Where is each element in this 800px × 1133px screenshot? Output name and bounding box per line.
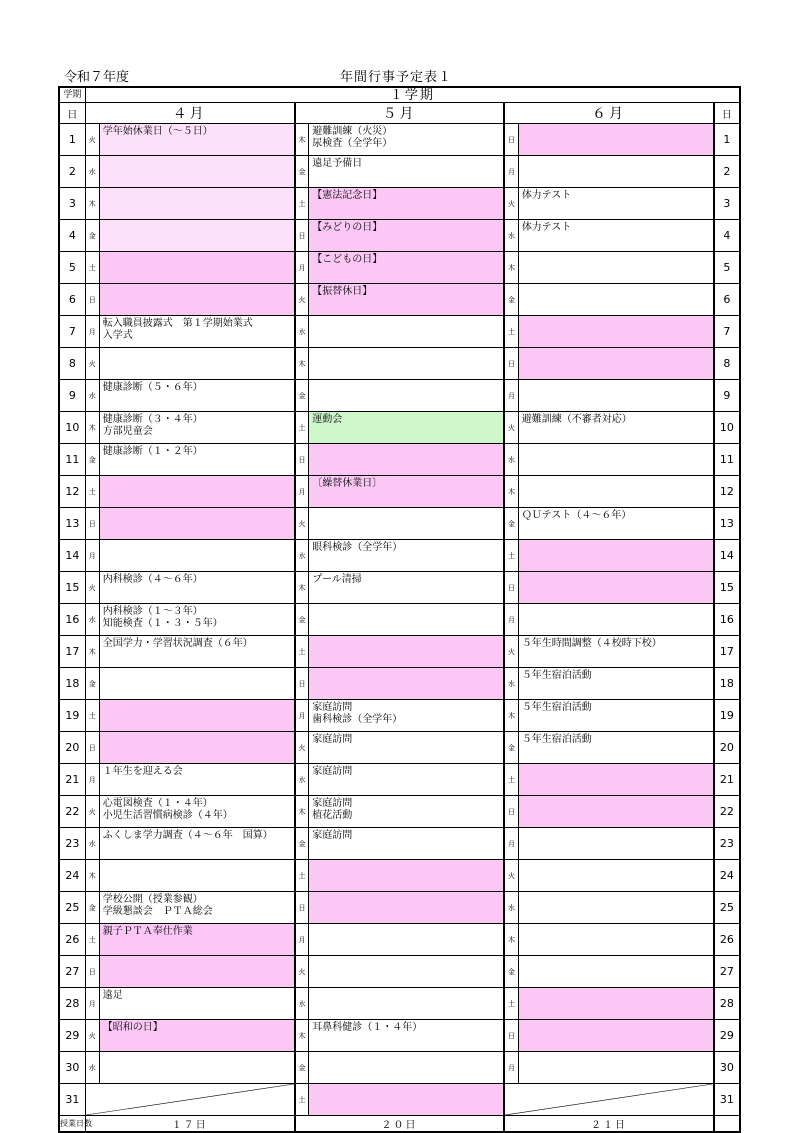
day-number: 19 [59, 700, 85, 732]
weekday-cell: 土 [295, 1084, 309, 1116]
weekday-cell: 月 [504, 1052, 518, 1084]
weekday-cell: 土 [504, 540, 518, 572]
weekday-cell: 月 [85, 540, 99, 572]
day-number: 3 [59, 188, 85, 220]
day-number: 5 [714, 252, 740, 284]
event-cell: ５年生宿泊活動 [518, 700, 713, 732]
weekday-cell: 水 [85, 156, 99, 188]
day-number: 4 [714, 220, 740, 252]
weekday-cell: 土 [504, 764, 518, 796]
event-cell: 【こどもの日】 [309, 252, 504, 284]
event-cell: ふくしま学力調査（４～６年 国算） [99, 828, 294, 860]
day-row [59, 412, 740, 444]
event-cell [99, 348, 294, 380]
day-number: 15 [714, 572, 740, 604]
event-cell: 家庭訪問 [309, 764, 504, 796]
event-cell [518, 284, 713, 316]
annual-schedule-table [58, 86, 741, 1133]
weekday-cell: 土 [85, 700, 99, 732]
day-number: 8 [59, 348, 85, 380]
day-number: 9 [714, 380, 740, 412]
event-cell: 家庭訪問 植花活動 [309, 796, 504, 828]
weekday-cell: 日 [504, 348, 518, 380]
weekday-cell: 水 [504, 220, 518, 252]
event-cell [309, 380, 504, 412]
event-cell [518, 156, 713, 188]
event-cell [518, 1052, 713, 1084]
day-number: 3 [714, 188, 740, 220]
event-cell [309, 636, 504, 668]
weekday-cell: 金 [504, 284, 518, 316]
weekday-cell: 火 [295, 508, 309, 540]
weekday-cell: 金 [504, 956, 518, 988]
event-cell [518, 380, 713, 412]
event-cell: ５年生時間調整（４校時下校） [518, 636, 713, 668]
event-cell: 〔繰替休業日〕 [309, 476, 504, 508]
day-number: 20 [714, 732, 740, 764]
event-cell [99, 956, 294, 988]
event-cell [518, 924, 713, 956]
event-cell [99, 220, 294, 252]
day-number: 6 [59, 284, 85, 316]
event-cell [309, 508, 504, 540]
day-number: 28 [714, 988, 740, 1020]
month-header-april: ４月 [85, 103, 295, 124]
day-row [59, 924, 740, 956]
month-header-june: ６月 [504, 103, 714, 124]
event-cell: 内科検診（４～６年） [99, 572, 294, 604]
weekday-cell: 日 [295, 892, 309, 924]
weekday-cell: 金 [504, 508, 518, 540]
day-row [59, 220, 740, 252]
day-number: 14 [714, 540, 740, 572]
day-row [59, 860, 740, 892]
month-header-row [59, 103, 740, 124]
weekday-cell: 木 [85, 636, 99, 668]
day-number: 11 [714, 444, 740, 476]
day-row [59, 1020, 740, 1052]
day-number: 25 [59, 892, 85, 924]
weekday-cell: 月 [504, 604, 518, 636]
day-number: 22 [714, 796, 740, 828]
day-number: 21 [714, 764, 740, 796]
event-cell: 体力テスト [518, 188, 713, 220]
weekday-cell: 金 [295, 828, 309, 860]
class-days-value: ２０日 [295, 1116, 505, 1133]
weekday-cell: 火 [504, 636, 518, 668]
day-number: 17 [59, 636, 85, 668]
day-row [59, 604, 740, 636]
weekday-cell: 金 [85, 668, 99, 700]
weekday-cell: 火 [295, 732, 309, 764]
weekday-cell: 日 [504, 572, 518, 604]
weekday-cell: 火 [85, 796, 99, 828]
event-cell: 【昭和の日】 [99, 1020, 294, 1052]
day-row [59, 764, 740, 796]
weekday-cell: 木 [295, 1020, 309, 1052]
weekday-cell: 火 [504, 188, 518, 220]
day-number: 4 [59, 220, 85, 252]
day-number: 6 [714, 284, 740, 316]
day-number: 12 [714, 476, 740, 508]
weekday-cell: 日 [504, 1020, 518, 1052]
event-cell [518, 572, 713, 604]
day-number: 22 [59, 796, 85, 828]
weekday-cell: 金 [85, 892, 99, 924]
weekday-cell: 日 [295, 668, 309, 700]
day-number: 19 [714, 700, 740, 732]
event-cell: 【振替休日】 [309, 284, 504, 316]
weekday-cell: 木 [504, 924, 518, 956]
weekday-cell: 月 [295, 252, 309, 284]
weekday-cell: 月 [504, 156, 518, 188]
term-row [59, 87, 740, 103]
weekday-cell: 火 [295, 956, 309, 988]
weekday-cell: 月 [85, 988, 99, 1020]
weekday-cell: 火 [85, 572, 99, 604]
weekday-cell: 月 [504, 828, 518, 860]
event-cell: 全国学力・学習状況調査（６年） [99, 636, 294, 668]
weekday-cell: 日 [85, 508, 99, 540]
day-number: 10 [59, 412, 85, 444]
day-number: 2 [59, 156, 85, 188]
weekday-cell: 水 [504, 444, 518, 476]
weekday-cell: 日 [295, 220, 309, 252]
day-number: 12 [59, 476, 85, 508]
day-number: 17 [714, 636, 740, 668]
day-row [59, 508, 740, 540]
term-label: 学期 [59, 87, 85, 103]
weekday-cell: 土 [295, 860, 309, 892]
day-row [59, 124, 740, 156]
weekday-cell: 土 [85, 924, 99, 956]
day-number: 14 [59, 540, 85, 572]
event-cell [518, 828, 713, 860]
event-cell: 内科検診（１～３年） 知能検査（１・３・５年） [99, 604, 294, 636]
weekday-cell: 日 [85, 732, 99, 764]
weekday-cell: 土 [295, 188, 309, 220]
weekday-cell: 水 [504, 668, 518, 700]
event-cell [99, 732, 294, 764]
event-cell: 家庭訪問 [309, 828, 504, 860]
day-number: 9 [59, 380, 85, 412]
day-number: 29 [714, 1020, 740, 1052]
day-number: 10 [714, 412, 740, 444]
weekday-cell: 水 [295, 764, 309, 796]
day-row [59, 700, 740, 732]
event-cell: 家庭訪問 歯科検診（全学年） [309, 700, 504, 732]
weekday-cell: 火 [85, 348, 99, 380]
event-cell [309, 892, 504, 924]
weekday-cell: 日 [504, 796, 518, 828]
day-number: 2 [714, 156, 740, 188]
day-number: 16 [59, 604, 85, 636]
day-number: 13 [59, 508, 85, 540]
term-name: １学期 [85, 87, 740, 103]
event-cell [518, 316, 713, 348]
weekday-cell: 土 [85, 476, 99, 508]
day-number: 7 [59, 316, 85, 348]
event-cell [518, 540, 713, 572]
event-cell [309, 924, 504, 956]
event-cell: 耳鼻科健診（１・４年） [309, 1020, 504, 1052]
day-header-left: 日 [59, 103, 85, 124]
weekday-cell: 火 [85, 124, 99, 156]
event-cell [99, 252, 294, 284]
weekday-cell: 金 [295, 156, 309, 188]
weekday-cell: 日 [504, 124, 518, 156]
event-cell [518, 252, 713, 284]
day-number: 7 [714, 316, 740, 348]
day-number: 20 [59, 732, 85, 764]
event-cell: 転入職員披露式 第１学期始業式 入学式 [99, 316, 294, 348]
day-row [59, 316, 740, 348]
weekday-cell: 水 [295, 316, 309, 348]
event-cell: 健康診断（１・２年） [99, 444, 294, 476]
weekday-cell: 日 [85, 284, 99, 316]
day-row [59, 1052, 740, 1084]
weekday-cell: 金 [85, 444, 99, 476]
day-row [59, 732, 740, 764]
event-cell [518, 988, 713, 1020]
day-number: 27 [714, 956, 740, 988]
event-cell [518, 444, 713, 476]
weekday-cell: 水 [295, 540, 309, 572]
day-number: 24 [59, 860, 85, 892]
nonexistent-day-cell [504, 1084, 714, 1116]
day-number: 23 [714, 828, 740, 860]
class-days-row [59, 1116, 740, 1133]
fiscal-year-label: 令和７年度 [64, 70, 130, 85]
day-number: 16 [714, 604, 740, 636]
event-cell [99, 700, 294, 732]
day-row [59, 636, 740, 668]
event-cell [309, 668, 504, 700]
event-cell: 学年始休業日（～５日） [99, 124, 294, 156]
weekday-cell: 土 [504, 988, 518, 1020]
event-cell: 家庭訪問 [309, 732, 504, 764]
event-cell: 健康診断（３・４年） 方部児童会 [99, 412, 294, 444]
event-cell [518, 764, 713, 796]
weekday-cell: 木 [504, 252, 518, 284]
day-number: 21 [59, 764, 85, 796]
event-cell: 健康診断（５・６年） [99, 380, 294, 412]
event-cell [99, 860, 294, 892]
day-number: 26 [59, 924, 85, 956]
document-title: 年間行事予定表１ [340, 70, 453, 85]
event-cell [309, 348, 504, 380]
day-row [59, 988, 740, 1020]
weekday-cell: 土 [295, 412, 309, 444]
weekday-cell: 火 [85, 1020, 99, 1052]
event-cell: 学校公開（授業参観） 学級懇談会 ＰＴＡ総会 [99, 892, 294, 924]
event-cell [518, 860, 713, 892]
day-number: 1 [59, 124, 85, 156]
class-days-value: ２１日 [504, 1116, 714, 1133]
event-cell [309, 988, 504, 1020]
event-cell: ５年生宿泊活動 [518, 668, 713, 700]
day-number: 30 [714, 1052, 740, 1084]
event-cell [309, 1084, 504, 1116]
event-cell: 【みどりの日】 [309, 220, 504, 252]
day-number: 8 [714, 348, 740, 380]
event-cell: 心電図検査（１・４年） 小児生活習慣病検診（４年） [99, 796, 294, 828]
weekday-cell: 火 [504, 412, 518, 444]
event-cell [518, 796, 713, 828]
weekday-cell: 水 [85, 828, 99, 860]
weekday-cell: 木 [504, 700, 518, 732]
weekday-cell: 水 [85, 380, 99, 412]
event-cell: ５年生宿泊活動 [518, 732, 713, 764]
weekday-cell: 水 [85, 1052, 99, 1084]
day-number: 11 [59, 444, 85, 476]
event-cell: １年生を迎える会 [99, 764, 294, 796]
weekday-cell: 木 [504, 476, 518, 508]
day-row [59, 540, 740, 572]
event-cell [99, 668, 294, 700]
weekday-cell: 木 [85, 412, 99, 444]
event-cell [518, 892, 713, 924]
weekday-cell: 月 [295, 476, 309, 508]
day-number: 18 [714, 668, 740, 700]
event-cell [518, 1020, 713, 1052]
event-cell [518, 604, 713, 636]
weekday-cell: 月 [85, 764, 99, 796]
day-row [59, 1084, 740, 1116]
day-number: 31 [714, 1084, 740, 1116]
weekday-cell: 月 [295, 700, 309, 732]
weekday-cell: 金 [85, 220, 99, 252]
day-number: 28 [59, 988, 85, 1020]
day-number: 27 [59, 956, 85, 988]
day-number: 5 [59, 252, 85, 284]
day-row [59, 828, 740, 860]
event-cell [518, 124, 713, 156]
day-row [59, 348, 740, 380]
event-cell [309, 1052, 504, 1084]
event-cell: 体力テスト [518, 220, 713, 252]
event-cell: 遠足 [99, 988, 294, 1020]
event-cell [99, 188, 294, 220]
weekday-cell: 木 [85, 188, 99, 220]
footer-empty-cell [714, 1116, 740, 1133]
event-cell: 【憲法記念日】 [309, 188, 504, 220]
nonexistent-day-cell [85, 1084, 295, 1116]
day-row [59, 572, 740, 604]
weekday-cell: 日 [295, 444, 309, 476]
event-cell [518, 956, 713, 988]
weekday-cell: 金 [295, 1052, 309, 1084]
event-cell [309, 316, 504, 348]
day-row [59, 284, 740, 316]
day-number: 31 [59, 1084, 85, 1116]
day-row [59, 380, 740, 412]
weekday-cell: 木 [295, 796, 309, 828]
weekday-cell: 金 [504, 732, 518, 764]
day-row [59, 892, 740, 924]
weekday-cell: 月 [504, 380, 518, 412]
day-number: 30 [59, 1052, 85, 1084]
day-header-right: 日 [714, 103, 740, 124]
day-row [59, 476, 740, 508]
weekday-cell: 水 [85, 604, 99, 636]
weekday-cell: 月 [85, 316, 99, 348]
day-number: 18 [59, 668, 85, 700]
event-cell [309, 860, 504, 892]
event-cell: 遠足予備日 [309, 156, 504, 188]
event-cell [518, 348, 713, 380]
event-cell: プール清掃 [309, 572, 504, 604]
event-cell [99, 476, 294, 508]
weekday-cell: 水 [504, 892, 518, 924]
day-row [59, 156, 740, 188]
weekday-cell: 日 [85, 956, 99, 988]
weekday-cell: 火 [504, 860, 518, 892]
event-cell: 避難訓練（不審者対応） [518, 412, 713, 444]
event-cell [309, 444, 504, 476]
event-cell: 避難訓練（火災） 尿検査（全学年） [309, 124, 504, 156]
day-number: 29 [59, 1020, 85, 1052]
day-row [59, 252, 740, 284]
day-row [59, 444, 740, 476]
day-row [59, 668, 740, 700]
event-cell [518, 476, 713, 508]
event-cell [309, 956, 504, 988]
day-number: 26 [714, 924, 740, 956]
weekday-cell: 月 [295, 924, 309, 956]
event-cell [99, 540, 294, 572]
weekday-cell: 土 [295, 636, 309, 668]
weekday-cell: 水 [295, 988, 309, 1020]
event-cell: 眼科検診（全学年） [309, 540, 504, 572]
event-cell [99, 508, 294, 540]
day-number: 25 [714, 892, 740, 924]
weekday-cell: 土 [504, 316, 518, 348]
month-header-may: ５月 [295, 103, 505, 124]
weekday-cell: 木 [295, 572, 309, 604]
day-row [59, 956, 740, 988]
event-cell [309, 604, 504, 636]
class-days-label: 授業日数 [59, 1116, 85, 1133]
event-cell [99, 1052, 294, 1084]
event-cell [99, 284, 294, 316]
weekday-cell: 木 [295, 124, 309, 156]
event-cell: 親子ＰＴＡ奉仕作業 [99, 924, 294, 956]
day-row [59, 188, 740, 220]
event-cell [99, 156, 294, 188]
event-cell: 運動会 [309, 412, 504, 444]
day-number: 13 [714, 508, 740, 540]
day-number: 23 [59, 828, 85, 860]
day-number: 1 [714, 124, 740, 156]
weekday-cell: 木 [295, 348, 309, 380]
event-cell: ＱＵテスト（４～６年） [518, 508, 713, 540]
day-number: 15 [59, 572, 85, 604]
weekday-cell: 火 [295, 284, 309, 316]
weekday-cell: 木 [85, 860, 99, 892]
class-days-value: １７日 [85, 1116, 295, 1133]
weekday-cell: 金 [295, 604, 309, 636]
day-number: 24 [714, 860, 740, 892]
day-row [59, 796, 740, 828]
weekday-cell: 金 [295, 380, 309, 412]
weekday-cell: 土 [85, 252, 99, 284]
